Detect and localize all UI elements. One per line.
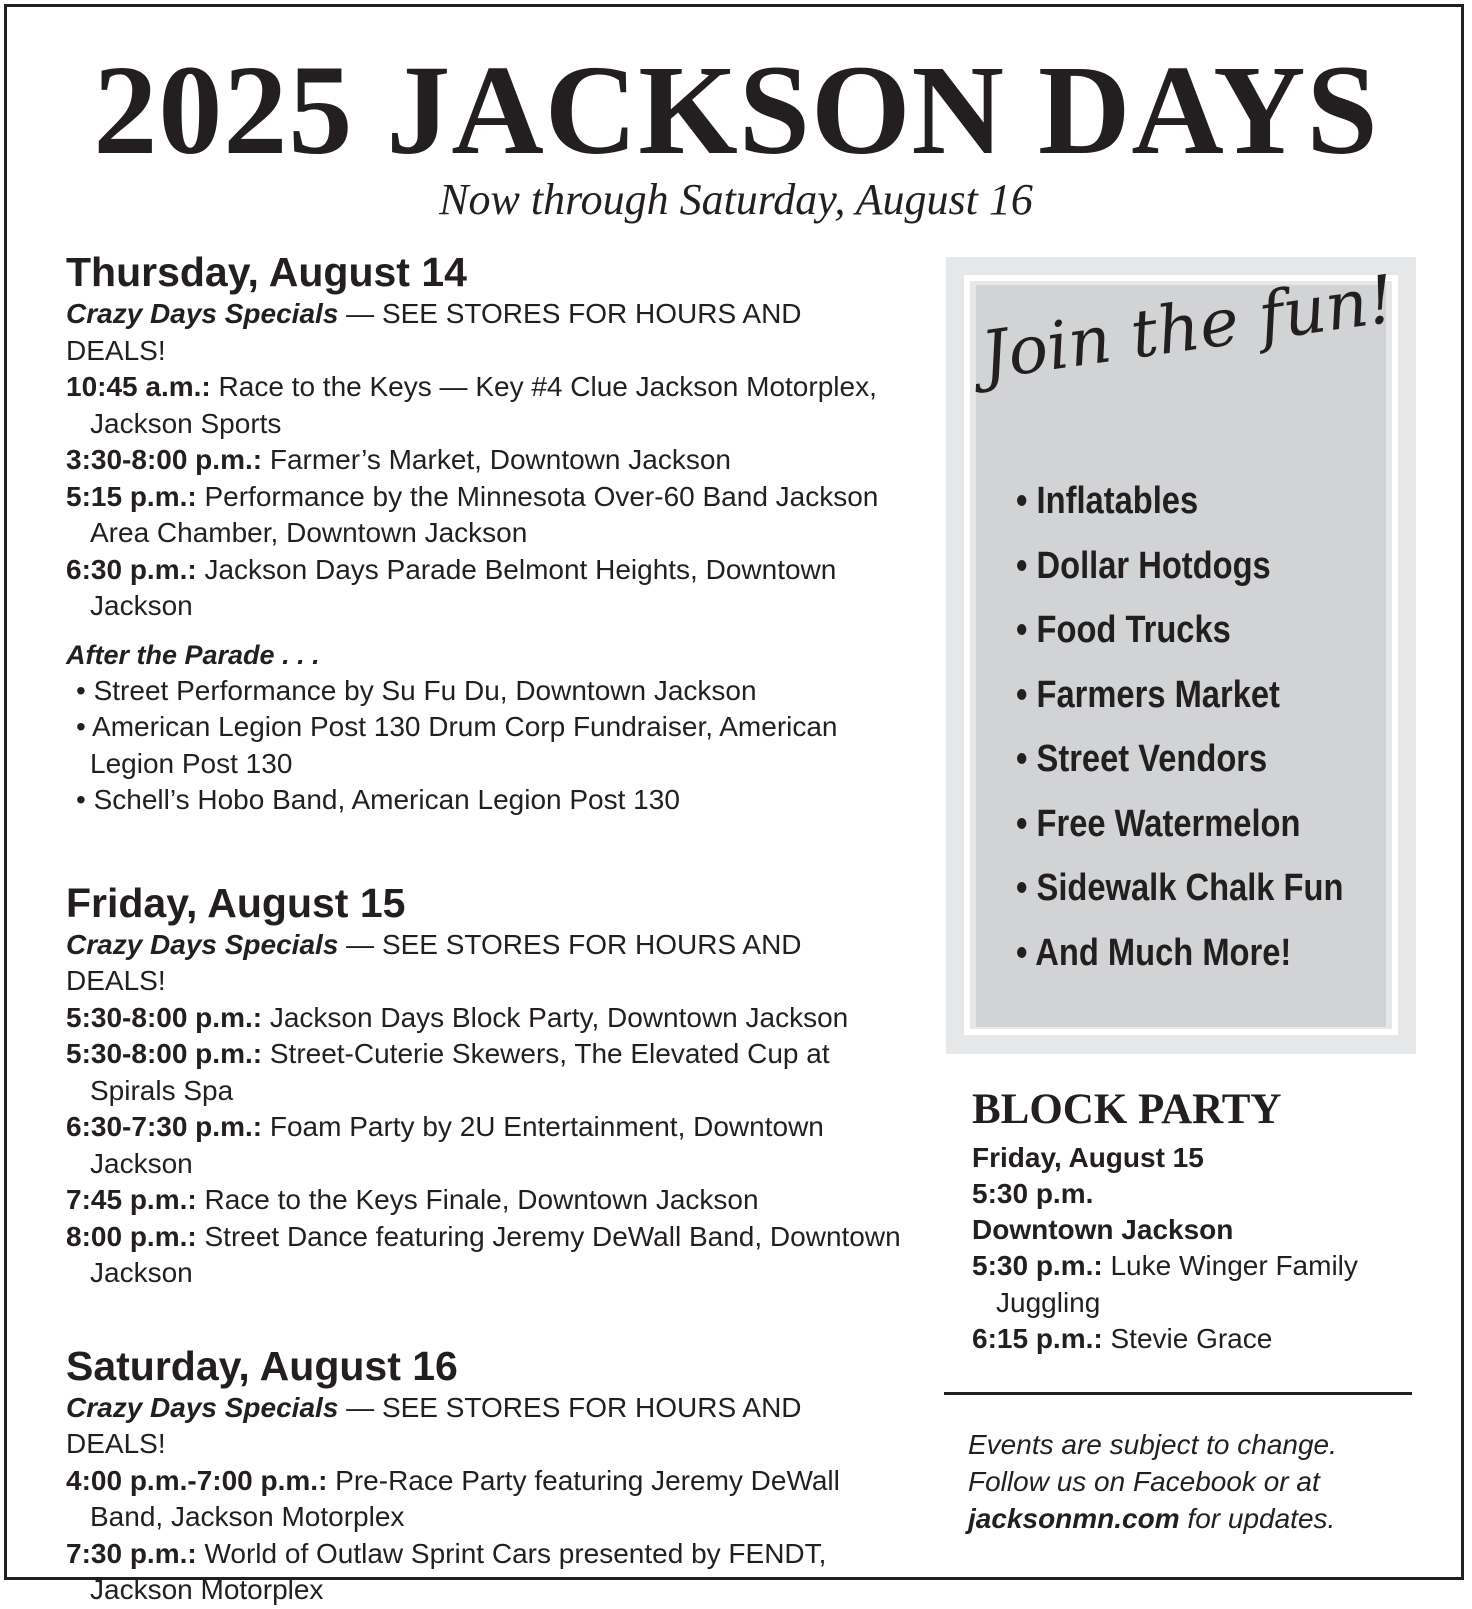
event-time: 7:45 p.m.: bbox=[66, 1184, 197, 1215]
event-time: 5:30 p.m.: bbox=[972, 1250, 1103, 1281]
event-line bbox=[66, 1000, 906, 1037]
event-time: 6:15 p.m.: bbox=[972, 1323, 1103, 1354]
event-line bbox=[66, 1219, 906, 1292]
event-time: 3:30-8:00 p.m.: bbox=[66, 444, 263, 475]
event-text: Luke Winger Family Juggling bbox=[996, 1250, 1358, 1318]
block-party-title: BLOCK PARTY bbox=[972, 1086, 1282, 1133]
fun-item: • Farmers Market bbox=[1016, 673, 1280, 716]
event-time: 8:00 p.m.: bbox=[66, 1220, 197, 1252]
event-text: Stevie Grace bbox=[1102, 1323, 1273, 1354]
fun-list bbox=[1016, 469, 1397, 985]
after-parade-item: • Street Performance by Su Fu Du, Downtown Jackson bbox=[76, 674, 757, 706]
event-text: Jackson Days Block Party, Downtown Jackson bbox=[262, 1001, 849, 1033]
event-time: 7:30 p.m.: bbox=[66, 1537, 197, 1569]
block-party-date: Friday, August 15 bbox=[972, 1142, 1204, 1173]
after-parade-item: • Schell’s Hobo Band, American Legion Post 130 bbox=[76, 784, 680, 815]
event-line bbox=[66, 1463, 906, 1536]
note-line: jacksonmn.com for updates. bbox=[968, 1503, 1336, 1534]
after-parade-heading: After the Parade . . . bbox=[66, 639, 320, 670]
block-party-time: 5:30 p.m. bbox=[972, 1178, 1094, 1209]
day-heading-friday: Friday, August 15 bbox=[66, 879, 406, 926]
event-time: 5:30-8:00 p.m.: bbox=[66, 1001, 263, 1033]
block-party-event bbox=[972, 1248, 1412, 1321]
day-heading-saturday: Saturday, August 16 bbox=[66, 1342, 458, 1389]
disclaimer-note bbox=[968, 1426, 1408, 1537]
event-time: 4:00 p.m.-7:00 p.m.: bbox=[66, 1464, 328, 1496]
page-title: 2025 JACKSON DAYS bbox=[93, 39, 1379, 181]
fun-item: • Dollar Hotdogs bbox=[1016, 544, 1271, 587]
event-text: Street Dance featuring Jeremy DeWall Band, Downtown Jackson bbox=[90, 1220, 901, 1288]
crazy-days-label: Crazy Days Specials bbox=[66, 298, 339, 329]
event-line bbox=[66, 1536, 906, 1609]
crazy-days-text: — SEE STORES FOR HOURS AND DEALS! bbox=[66, 298, 802, 366]
crazy-days-text: — SEE STORES FOR HOURS AND DEALS! bbox=[66, 1391, 802, 1459]
schedule-column bbox=[66, 248, 906, 1609]
event-time: 6:30-7:30 p.m.: bbox=[66, 1111, 263, 1142]
event-time: 10:45 a.m.: bbox=[66, 371, 211, 402]
block-party-location: Downtown Jackson bbox=[972, 1214, 1234, 1245]
event-text: Performance by the Minnesota Over-60 Band Jackson Area Chamber, Downtown Jackson bbox=[90, 480, 879, 548]
block-party-event bbox=[972, 1321, 1412, 1358]
website-link[interactable]: jacksonmn.com bbox=[968, 1503, 1180, 1534]
note-line: Events are subject to change. bbox=[968, 1429, 1337, 1460]
event-time: 6:30 p.m.: bbox=[66, 553, 197, 585]
event-text: World of Outlaw Sprint Cars presented by FENDT, Jackson Motorplex bbox=[90, 1537, 827, 1605]
crazy-days-line bbox=[66, 927, 906, 1000]
divider bbox=[944, 1392, 1412, 1395]
crazy-days-line bbox=[66, 296, 906, 369]
event-time: 5:15 p.m.: bbox=[66, 480, 197, 512]
event-line bbox=[66, 479, 906, 552]
crazy-days-line bbox=[66, 1390, 906, 1463]
event-line bbox=[66, 552, 906, 625]
note-line: Follow us on Facebook or at bbox=[968, 1466, 1320, 1497]
fun-item: • Free Watermelon bbox=[1016, 802, 1301, 845]
fun-item: • Food Trucks bbox=[1016, 609, 1231, 651]
event-text: Race to the Keys — Key #4 Clue Jackson Motorplex, Jackson Sports bbox=[90, 371, 877, 439]
event-line bbox=[66, 442, 906, 479]
event-time: 5:30-8:00 p.m.: bbox=[66, 1038, 263, 1069]
page-subtitle: Now through Saturday, August 16 bbox=[439, 175, 1033, 224]
fun-item: • Inflatables bbox=[1016, 480, 1199, 522]
event-text: Street-Cuterie Skewers, The Elevated Cup at Spirals Spa bbox=[90, 1038, 830, 1106]
fun-item: • Street Vendors bbox=[1016, 738, 1268, 780]
event-line bbox=[66, 1182, 906, 1219]
event-line bbox=[66, 1109, 906, 1182]
event-text: Pre-Race Party featuring Jeremy DeWall Band, Jackson Motorplex bbox=[90, 1464, 840, 1532]
fun-item: • And Much More! bbox=[1016, 931, 1292, 974]
event-line bbox=[66, 1036, 906, 1109]
event-text: Race to the Keys Finale, Downtown Jackson bbox=[196, 1184, 759, 1215]
crazy-days-label: Crazy Days Specials bbox=[66, 1391, 339, 1423]
block-party-section bbox=[972, 1086, 1412, 1358]
join-the-fun-box bbox=[946, 257, 1416, 1054]
event-line bbox=[66, 369, 906, 442]
fun-item: • Sidewalk Chalk Fun bbox=[1016, 867, 1344, 909]
day-heading-thursday: Thursday, August 14 bbox=[66, 249, 467, 295]
join-the-fun-script: Join the fun! bbox=[976, 260, 1400, 395]
event-text: Jackson Days Parade Belmont Heights, Downtown Jackson bbox=[90, 553, 837, 621]
event-text: Foam Party by 2U Entertainment, Downtown Jackson bbox=[90, 1111, 824, 1179]
crazy-days-label: Crazy Days Specials bbox=[66, 928, 339, 960]
after-parade-item: • American Legion Post 130 Drum Corp Fundraiser, American Legion Post 130 bbox=[76, 711, 838, 779]
crazy-days-text: — SEE STORES FOR HOURS AND DEALS! bbox=[66, 928, 802, 996]
event-text: Farmer’s Market, Downtown Jackson bbox=[262, 444, 731, 475]
